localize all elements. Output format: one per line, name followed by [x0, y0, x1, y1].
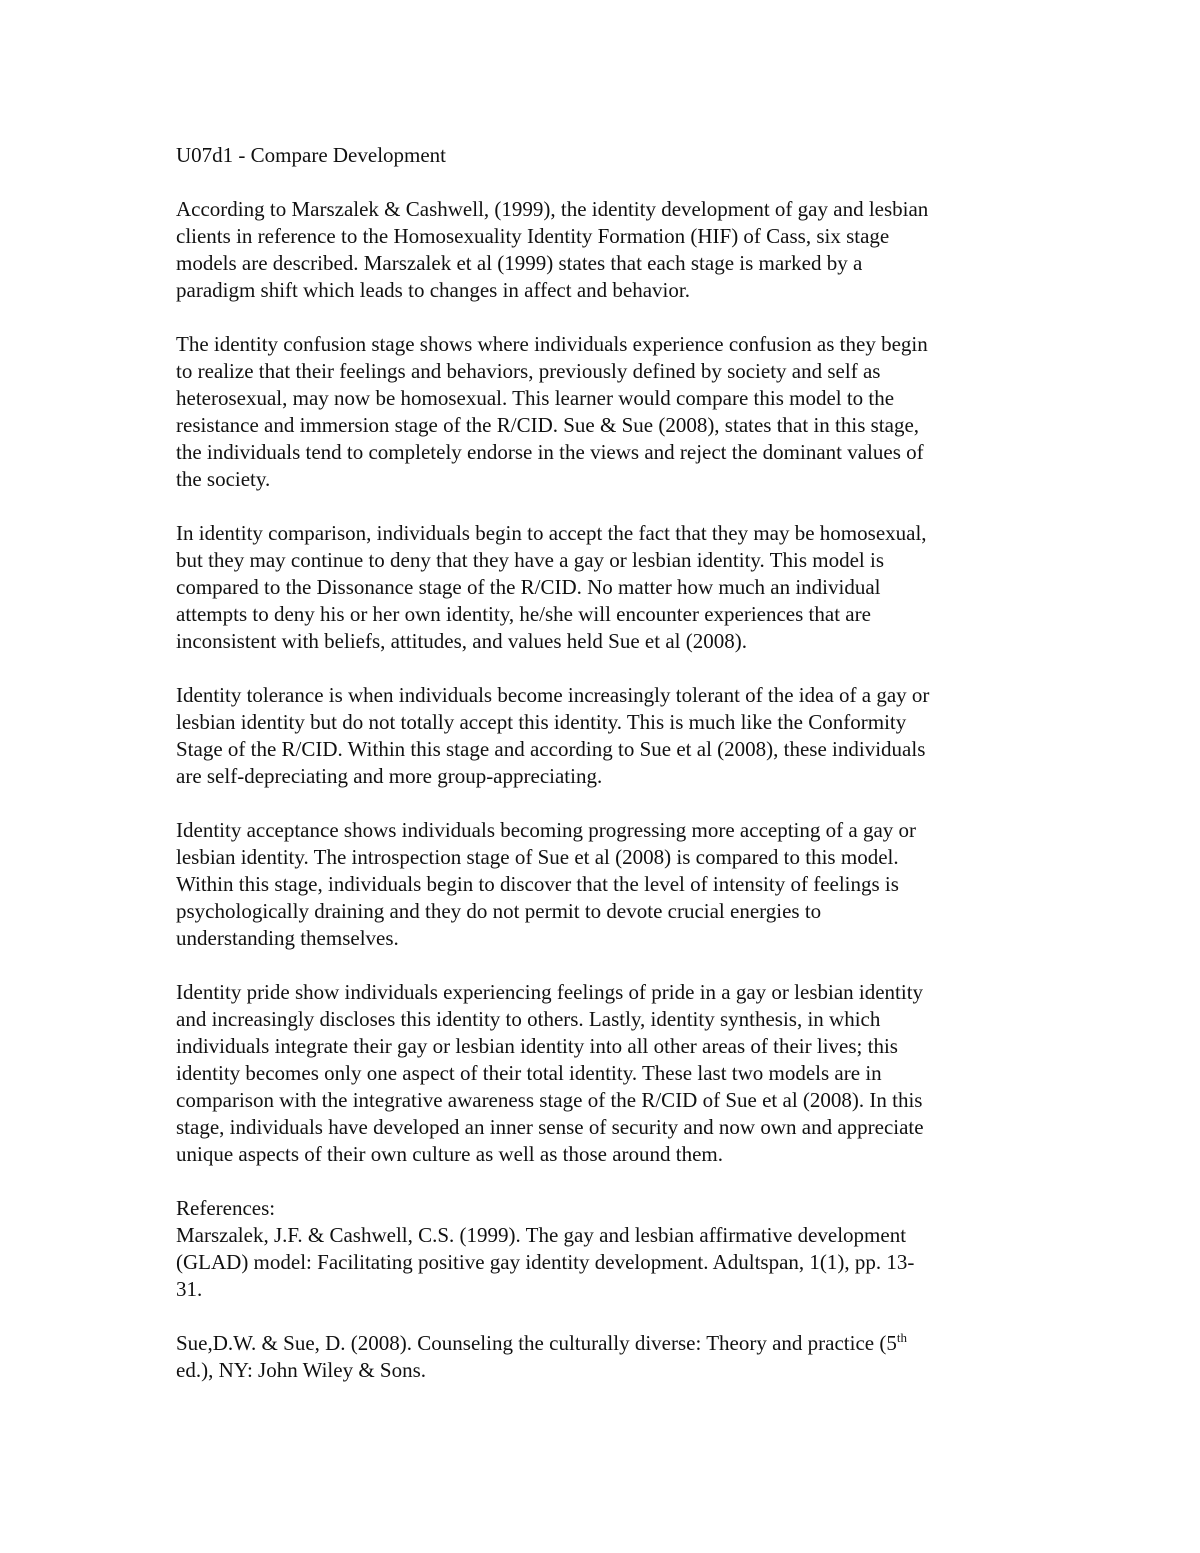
paragraph-identity-comparison: In identity comparison, individuals begin to accept the fact that they may be homosexual, but they may continue to deny that they have a gay or lesbian identity. This model is compared to the Dissonance stage of the R/CID. No matter how much an individual attempts to deny his or her own identity, he/she will encounter experiences that are inconsistent with beliefs, attitudes, and values held Sue et al (2008).: [176, 521, 927, 653]
reference-sue-text-end: ed.), NY: John Wiley & Sons.: [176, 1358, 427, 1382]
paragraph-identity-pride: Identity pride show individuals experiencing feelings of pride in a gay or lesbian identity and increasingly discloses this identity to others. Lastly, identity synthesis, in which individuals integrate their gay or lesbian identity into all other areas of their lives; this identity becomes only one aspect of their total identity. These last two models are in comparison with the integrative awareness stage of the R/CID of Sue et al (2008). In this stage, individuals have developed an inner sense of security and now own and appreciate unique aspects of their own culture as well as those around them.: [176, 980, 924, 1166]
reference-sue: [176, 1330, 1036, 1384]
references-heading: References:: [176, 1196, 276, 1220]
document-page: [176, 142, 1036, 1411]
reference-sue-text: Sue,D.W. & Sue, D. (2008). Counseling the culturally diverse: Theory and practice (5: [176, 1331, 897, 1355]
paragraph-identity-tolerance: Identity tolerance is when individuals become increasingly tolerant of the idea of a gay or lesbian identity but do not totally accept this identity. This is much like the Conformity Stage of the R/CID. Within this stage and according to Sue et al (2008), these individuals are self-depreciating and more group-appreciating.: [176, 683, 930, 788]
reference-sue-superscript: th: [896, 1330, 907, 1345]
reference-marszalek: Marszalek, J.F. & Cashwell, C.S. (1999). The gay and lesbian affirmative development (GLAD) model: Facilitating positive gay identity development. Adultspan, 1(1), pp. 13- 31.: [176, 1223, 915, 1301]
document-title: U07d1 - Compare Development: [176, 143, 447, 167]
paragraph-identity-acceptance: Identity acceptance shows individuals becoming progressing more accepting of a gay or lesbian identity. The introspection stage of Sue et al (2008) is compared to this model. Within this stage, individuals begin to discover that the level of intensity of feelings is psychologically draining and they do not permit to devote crucial energies to understanding themselves.: [176, 818, 917, 950]
paragraph-identity-confusion: The identity confusion stage shows where individuals experience confusion as they begin to realize that their feelings and behaviors, previously defined by society and self as heterosexual, may now be homosexual. This learner would compare this model to the resistance and immersion stage of the R/CID. Sue & Sue (2008), states that in this stage, the individuals tend to completely endorse in the views and reject the dominant values of the society.: [176, 332, 928, 491]
paragraph-intro: According to Marszalek & Cashwell, (1999), the identity development of gay and lesbian clients in reference to the Homosexuality Identity Formation (HIF) of Cass, six stage models are described. Marszalek et al (1999) states that each stage is marked by a paradigm shift which leads to changes in affect and behavior.: [176, 197, 929, 302]
